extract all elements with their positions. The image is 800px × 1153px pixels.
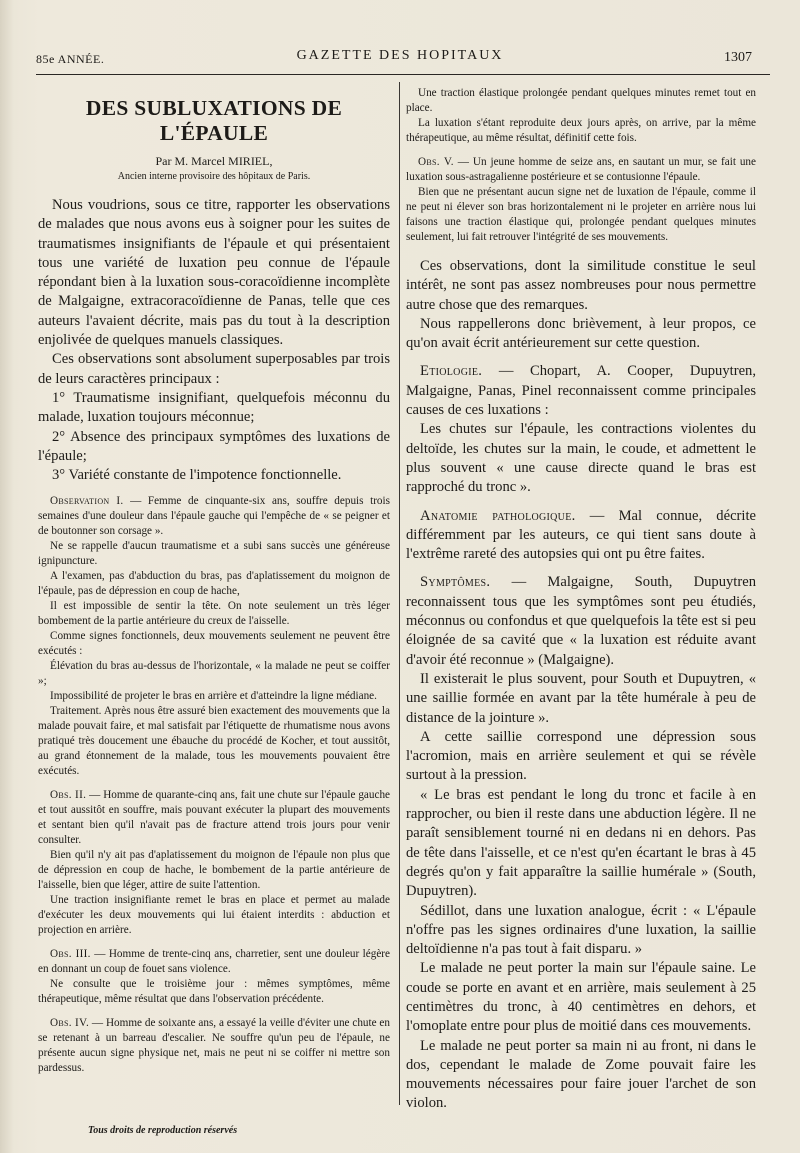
paragraph: A cette saillie correspond une dépression sous l'acromion, mais en arrière seulement et qui se révèle surtout à la pression.: [406, 728, 756, 784]
paragraph: « Le bras est pendant le long du tronc et facile à en rapprocher, ou bien il reste dans une abduction légère. Il ne paraît sensiblement tourné ni en dedans ni en dehors. Pas de tête dans l'aisselle, et ce n'est qu'en écartant le bras à 45 degrés qu'on y fait apparaître la saillie humérale » (South, Dupuytren).: [406, 786, 756, 900]
paragraph: Impossibilité de projeter le bras en arrière et d'atteindre la ligne médiane.: [50, 690, 377, 703]
article-title: DES SUBLUXATIONS DE L'ÉPAULE: [85, 96, 343, 145]
observation-label: Obs. IV.: [50, 1017, 90, 1030]
observation-label: Observation I.: [50, 495, 124, 508]
paragraph: Ces observations, dont la similitude constitue le seul intérêt, ne sont pas assez nombreuses pour nous permettre autre chose que des remarques.: [406, 258, 756, 313]
section-symptomes: [406, 573, 756, 669]
observation-text: — Homme de trente-cinq ans, charretier, sent une douleur légère en donnant un coup de fouet sans violence.: [38, 948, 390, 976]
section-anatomie: [406, 507, 756, 565]
list-item-1: 1° Traumatisme insignifiant, quelquefois méconnu du malade, luxation toujours méconnue;: [38, 389, 390, 426]
observation-label: Obs. II.: [50, 789, 87, 802]
page-number: 1307: [724, 50, 752, 65]
paragraph: Une traction élastique prolongée pendant quelques minutes remet tout en place.: [406, 87, 756, 114]
author-byline: Par M. Marcel MIRIEL,: [155, 154, 273, 168]
paragraph: Le malade ne peut porter sa main ni au front, ni dans le dos, cependant le malade de Zome pouvait faire les mouvements nécessaires pour faire jouer l'archet de son violon.: [406, 1037, 756, 1112]
section-text: — Malgaigne, South, Dupuytren reconnaissent tous que les symptômes sont peu étudiés, méconnus ou confondus et que quelquefois la tête est si peu éloignée de sa cavité que « la luxation est réduite avant d'avoir été reconnue » (Malgaigne).: [406, 574, 756, 668]
intro-paragraph-2: Ces observations sont absolument superposables par trois de leurs caractères principaux :: [38, 351, 390, 387]
column-divider: [399, 82, 400, 1105]
intro-paragraph: Nous voudrions, sous ce titre, rapporter les observations de malades que nous avons eus à soigner pour les suites de traumatismes insignifiants de l'épaule et qui présentaient tous une variété de luxation peu connue de l'épaule répondant bien à la luxation sous-coracoïdienne incomplète de Malgaigne, extracoracoïdienne de Panas, telle que ces auteurs l'avaient décrite, mais pas du tout à la description enjolivée de quelques manuels classiques.: [38, 197, 390, 349]
paragraph: Le malade ne peut porter la main sur l'épaule saine. Le coude se porte en avant et en arrière, mais seulement à 25 centimètres du tronc, à 40 centimètres en dehors, et l'omoplate entre pour plus de moitié dans ces mouvements.: [406, 960, 756, 1035]
observation-5: [406, 155, 756, 185]
section-label: Anatomie pathologique.: [420, 507, 576, 524]
section-etiologie: [406, 362, 756, 420]
left-column: [38, 86, 390, 1076]
paragraph: Les chutes sur l'épaule, les contractions violentes du deltoïde, les chutes sur la main, le coude, et admettent le plus souvent « une cause directe quand le bras est rapproché du tronc ».: [406, 421, 756, 496]
journal-title: GAZETTE DES HOPITAUX: [296, 48, 504, 63]
observation-2: [38, 788, 390, 848]
paragraph: Sédillot, dans une luxation analogue, écrit : « L'épaule n'offre pas les signes ordinaires d'une luxation, la saillie deltoïdienne n'a pas tout à fait disparu. »: [406, 902, 756, 958]
paragraph: Bien qu'il n'y ait pas d'aplatissement du moignon de l'épaule non plus que de dépression en coup de hache, le bombement de la partie antérieure de l'aisselle, bien que léger, attire de suite l'attention.: [38, 849, 390, 892]
observation-label: Obs. V.: [418, 156, 454, 168]
paragraph: Élévation du bras au-dessus de l'horizontale, « la malade ne peut se coiffer »;: [38, 660, 390, 688]
paragraph: Une traction insignifiante remet le bras en place et permet au malade d'exécuter les deux mouvements qui lui étaient interdits : abduction et projection en arrière.: [38, 894, 390, 937]
section-label: Etiologie.: [420, 363, 483, 380]
section-text: — Mal connue, décrite différemment par les auteurs, ce qui tient sans doute à l'extrême rareté des autopsies qui ont pu être faites.: [406, 507, 756, 563]
paragraph: A l'examen, pas d'abduction du bras, pas d'aplatissement du moignon de l'épaule, pas de dépression en coup de hache,: [38, 570, 390, 598]
paragraph: Ne consulte que le troisième jour : mêmes symptômes, même thérapeutique, même résultat que dans l'observation précédente.: [38, 978, 390, 1006]
paragraph: Il existerait le plus souvent, pour South et Dupuytren, « une saillie formée en avant par la tête humérale à peu de distance de la jointure ».: [406, 670, 756, 726]
observation-4: [38, 1016, 390, 1076]
author-role: Ancien interne provisoire des hôpitaux de Paris.: [117, 171, 311, 182]
observation-1: [38, 494, 390, 539]
list-item-3: 3° Variété constante de l'impotence fonctionnelle.: [52, 467, 342, 484]
list-item-2: 2° Absence des principaux symptômes des luxations de l'épaule;: [38, 428, 390, 464]
section-text: — Chopart, A. Cooper, Dupuytren, Malgaigne, Panas, Pinel reconnaissent comme principales causes de ces luxations :: [406, 363, 756, 419]
observation-text: — Femme de cinquante-six ans, souffre depuis trois semaines d'une douleur dans l'épaule gauche qui l'empêche de « se peigner et de boutonner son corsage ».: [38, 495, 390, 538]
year-label: 85e ANNÉE.: [36, 52, 105, 66]
observation-label: Obs. III.: [50, 948, 91, 961]
observation-text: — Homme de soixante ans, a essayé la veille d'éviter une chute en se retenant à un barreau d'escalier. Ne souffre qu'un peu de l'épaule, ne présente aucun signe physique net, mais ne peut ni se coiffer ni mettre son pardessus.: [38, 1017, 390, 1075]
observation-text: — Homme de quarante-cinq ans, fait une chute sur l'épaule gauche et tout aussitôt en souffre, mais pouvant exécuter la plupart des mouvements et sentant bien qu'il n'avait pas de fracture attend trois jours pour venir consulter.: [38, 789, 391, 847]
paragraph: Bien que ne présentant aucun signe net de luxation de l'épaule, comme il ne peut ni élever son bras horizontalement ni le projeter en arrière nous lui faisons une traction élastique qui, prolongée pendant quelques minutes seulement, lui fait retrouver l'intégrité de ses mouvements.: [406, 186, 756, 243]
paragraph: Nous rappellerons donc brièvement, à leur propos, ce qu'on avait écrit antérieurement sur cette question.: [406, 315, 756, 352]
observation-3: [38, 947, 390, 977]
header-rule: [36, 74, 770, 75]
paragraph: Ne se rappelle d'aucun traumatisme et a subi sans succès une généreuse ignipuncture.: [38, 540, 390, 568]
paragraph: Comme signes fonctionnels, deux mouvements seulement ne peuvent être exécutés :: [38, 630, 390, 658]
section-label: Symptômes.: [420, 574, 491, 591]
observation-text: — Un jeune homme de seize ans, en sautant un mur, se fait une luxation sous-astragalienne postérieure et se contusionne l'épaule.: [406, 156, 756, 183]
paragraph: Il est impossible de sentir la tête. On note seulement un très léger bombement de la partie antérieure du creux de l'aisselle.: [38, 600, 390, 628]
rights-notice: Tous droits de reproduction réservés: [88, 1125, 238, 1136]
paragraph: La luxation s'étant reproduite deux jours après, on arrive, par la même thérapeutique, au même résultat, définitif cette fois.: [406, 117, 756, 144]
right-column: [406, 86, 756, 1114]
paragraph: Traitement. Après nous être assuré bien exactement des mouvements que la malade pouvait faire, et mal satisfait par l'étiquette de rhumatisme nous avons pratiqué très doucement une ébauche du procédé de Kocher, et tout aussitôt, au grand étonnement de la malade, tous les mouvements pouvaient être exécutés.: [38, 705, 390, 778]
